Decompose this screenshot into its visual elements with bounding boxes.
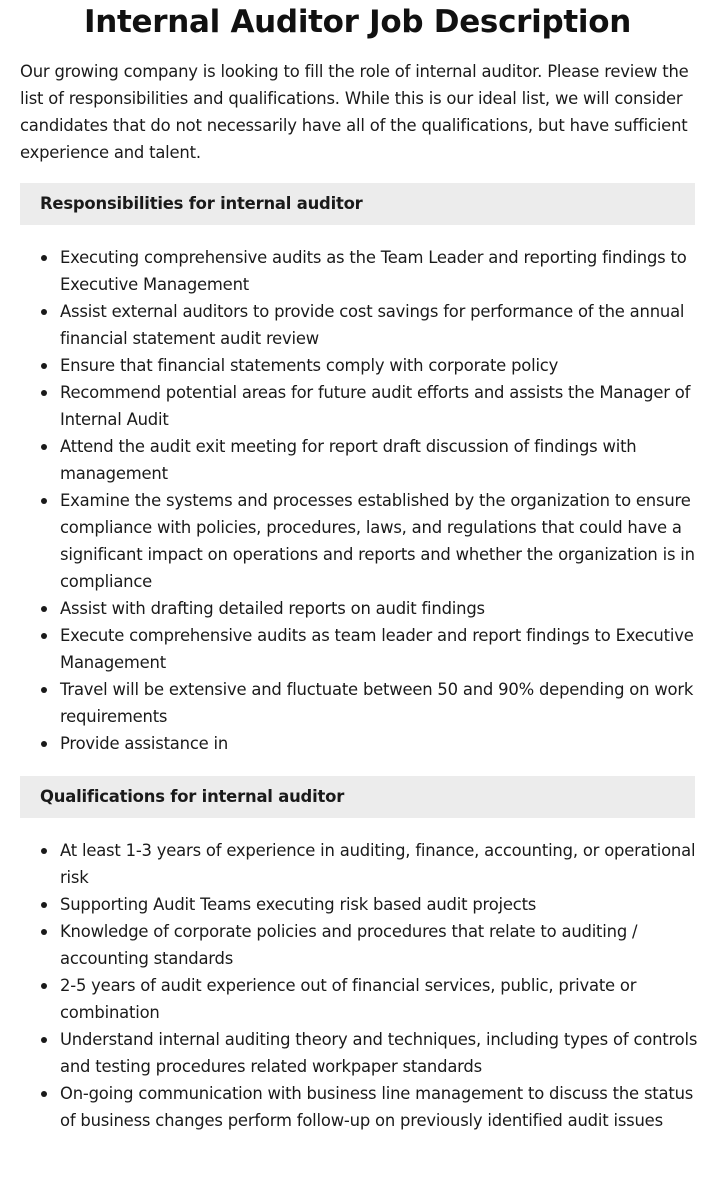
list-item: Assist external auditors to provide cost savings for performance of the annual financial statement audit review xyxy=(60,298,700,352)
list-item: Travel will be extensive and fluctuate between 50 and 90% depending on work requirements xyxy=(60,676,700,730)
list-item: 2-5 years of audit experience out of financial services, public, private or combination xyxy=(60,972,700,1026)
responsibilities-heading: Responsibilities for internal auditor xyxy=(40,194,363,213)
list-item: Supporting Audit Teams executing risk based audit projects xyxy=(60,891,700,918)
list-item: Executing comprehensive audits as the Team Leader and reporting findings to Executive Management xyxy=(60,244,700,298)
list-item: Understand internal auditing theory and techniques, including types of controls and testing procedures related workpaper standards xyxy=(60,1026,700,1080)
qualifications-heading: Qualifications for internal auditor xyxy=(40,787,345,806)
qualifications-list xyxy=(20,837,700,1134)
list-item: Attend the audit exit meeting for report draft discussion of findings with management xyxy=(60,433,700,487)
responsibilities-header xyxy=(20,183,695,225)
list-item: Ensure that financial statements comply with corporate policy xyxy=(60,352,700,379)
list-item: Execute comprehensive audits as team leader and report findings to Executive Management xyxy=(60,622,700,676)
page-title: Internal Auditor Job Description xyxy=(84,4,631,40)
qualifications-header xyxy=(20,776,695,818)
list-item: At least 1-3 years of experience in auditing, finance, accounting, or operational risk xyxy=(60,837,700,891)
list-item: Knowledge of corporate policies and procedures that relate to auditing / accounting standards xyxy=(60,918,700,972)
intro-paragraph: Our growing company is looking to fill the role of internal auditor. Please review the list of responsibilities and qualifications. While this is our ideal list, we will consider candidates that do not necessarily have all of the qualifications, but have sufficient experience and talent. xyxy=(20,62,689,162)
list-item: Examine the systems and processes established by the organization to ensure compliance with policies, procedures, laws, and regulations that could have a significant impact on operations and reports and whether the organization is in compliance xyxy=(60,487,700,595)
list-item: Recommend potential areas for future audit efforts and assists the Manager of Internal Audit xyxy=(60,379,700,433)
list-item: On-going communication with business line management to discuss the status of business changes perform follow-up on previously identified audit issues xyxy=(60,1080,700,1134)
list-item: Provide assistance in xyxy=(60,730,700,757)
list-item: Assist with drafting detailed reports on audit findings xyxy=(60,595,700,622)
responsibilities-list xyxy=(20,244,700,757)
